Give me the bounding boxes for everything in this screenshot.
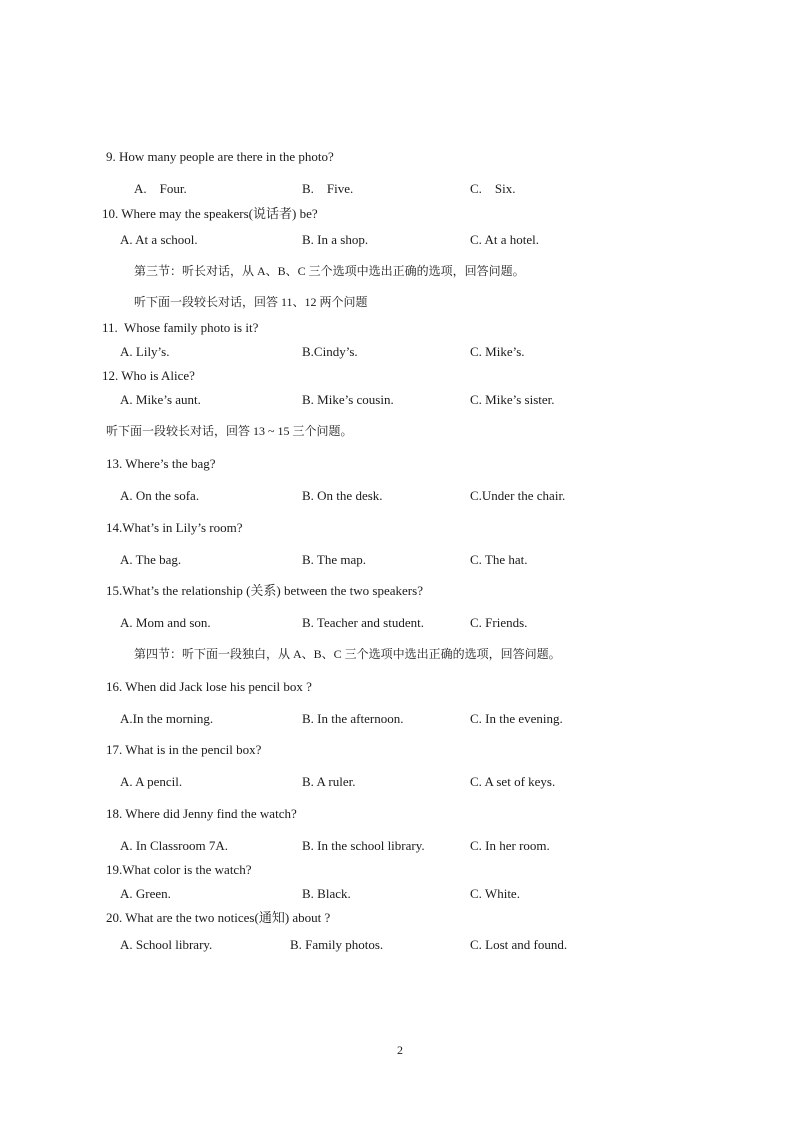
question-9 <box>106 150 334 163</box>
option-14a: A. The bag. <box>120 552 182 567</box>
option-12a: A. Mike’s aunt. <box>120 392 201 407</box>
option-13c: C.Under the chair. <box>470 488 566 503</box>
question-text: What are the two notices(通知) about ? <box>125 910 331 925</box>
question-12 <box>102 369 195 382</box>
question-number: 18. <box>106 806 123 821</box>
question-text: Where’s the bag? <box>125 456 216 471</box>
option-11c: C. Mike’s. <box>470 344 525 359</box>
option-9b: B. Five. <box>302 181 354 196</box>
option-16b: B. In the afternoon. <box>302 711 404 726</box>
option-14c: C. The hat. <box>470 552 528 567</box>
option-20c: C. Lost and found. <box>470 937 568 952</box>
section4-instruction: 第四节：听下面一段独白，从 A、B、C 三个选项中选出正确的选项，回答问题。 <box>134 647 561 661</box>
question-text: How many people are there in the photo? <box>119 149 334 164</box>
question-text: What color is the watch? <box>122 862 252 877</box>
option-10a: A. At a school. <box>120 232 198 247</box>
question-text: Where did Jenny find the watch? <box>125 806 297 821</box>
question-number: 17. <box>106 742 123 757</box>
dialog-11-12-instruction: 听下面一段较长对话，回答 11、12 两个问题 <box>134 295 368 309</box>
option-15a: A. Mom and son. <box>120 615 211 630</box>
question-text: What’s in Lily’s room? <box>122 520 243 535</box>
option-13a: A. On the sofa. <box>120 488 200 503</box>
question-13 <box>106 457 216 470</box>
question-20 <box>106 911 330 924</box>
option-17b: B. A ruler. <box>302 774 356 789</box>
option-15b: B. Teacher and student. <box>302 615 424 630</box>
question-number: 12. <box>102 368 119 383</box>
question-16 <box>106 680 312 693</box>
option-16c: C. In the evening. <box>470 711 563 726</box>
question-number: 20. <box>106 910 123 925</box>
page-number: 2 <box>397 1043 403 1057</box>
option-18a: A. In Classroom 7A. <box>120 838 228 853</box>
option-17c: C. A set of keys. <box>470 774 556 789</box>
dialog-13-15-instruction: 听下面一段较长对话，回答 13 ~ 15 三个问题。 <box>106 424 353 438</box>
option-11b: B.Cindy’s. <box>302 344 358 359</box>
option-14b: B. The map. <box>302 552 367 567</box>
option-18c: C. In her room. <box>470 838 550 853</box>
question-19 <box>106 863 251 876</box>
option-15c: C. Friends. <box>470 615 528 630</box>
option-19b: B. Black. <box>302 886 351 901</box>
option-10c: C. At a hotel. <box>470 232 539 247</box>
question-number: 14. <box>106 520 123 535</box>
option-10b: B. In a shop. <box>302 232 369 247</box>
question-18 <box>106 807 297 820</box>
question-number: 13. <box>106 456 123 471</box>
option-19a: A. Green. <box>120 886 171 901</box>
option-12b: B. Mike’s cousin. <box>302 392 394 407</box>
option-11a: A. Lily’s. <box>120 344 170 359</box>
question-11 <box>102 321 258 334</box>
option-20a: A. School library. <box>120 937 213 952</box>
section3-instruction: 第三节：听长对话，从 A、B、C 三个选项中选出正确的选项，回答问题。 <box>134 264 525 278</box>
question-text: Who is Alice? <box>121 368 195 383</box>
question-number: 11. <box>102 320 118 335</box>
question-10 <box>102 207 318 220</box>
question-15 <box>106 584 423 597</box>
option-17a: A. A pencil. <box>120 774 183 789</box>
question-number: 15. <box>106 583 123 598</box>
question-text: When did Jack lose his pencil box ? <box>125 679 312 694</box>
question-text: Where may the speakers(说话者) be? <box>121 206 318 221</box>
question-number: 9. <box>106 149 116 164</box>
option-18b: B. In the school library. <box>302 838 425 853</box>
question-14 <box>106 521 242 534</box>
option-9a: A. Four. <box>134 181 187 196</box>
question-number: 10. <box>102 206 119 221</box>
question-text: What’s the relationship (关系) between the two speakers? <box>122 583 423 598</box>
question-number: 16. <box>106 679 123 694</box>
option-16a: A.In the morning. <box>120 711 214 726</box>
option-9c: C. Six. <box>470 181 516 196</box>
question-text: What is in the pencil box? <box>125 742 262 757</box>
option-13b: B. On the desk. <box>302 488 383 503</box>
option-19c: C. White. <box>470 886 520 901</box>
option-12c: C. Mike’s sister. <box>470 392 555 407</box>
question-number: 19. <box>106 862 123 877</box>
question-17 <box>106 743 261 756</box>
question-text: Whose family photo is it? <box>121 320 259 335</box>
option-20b: B. Family photos. <box>290 937 384 952</box>
